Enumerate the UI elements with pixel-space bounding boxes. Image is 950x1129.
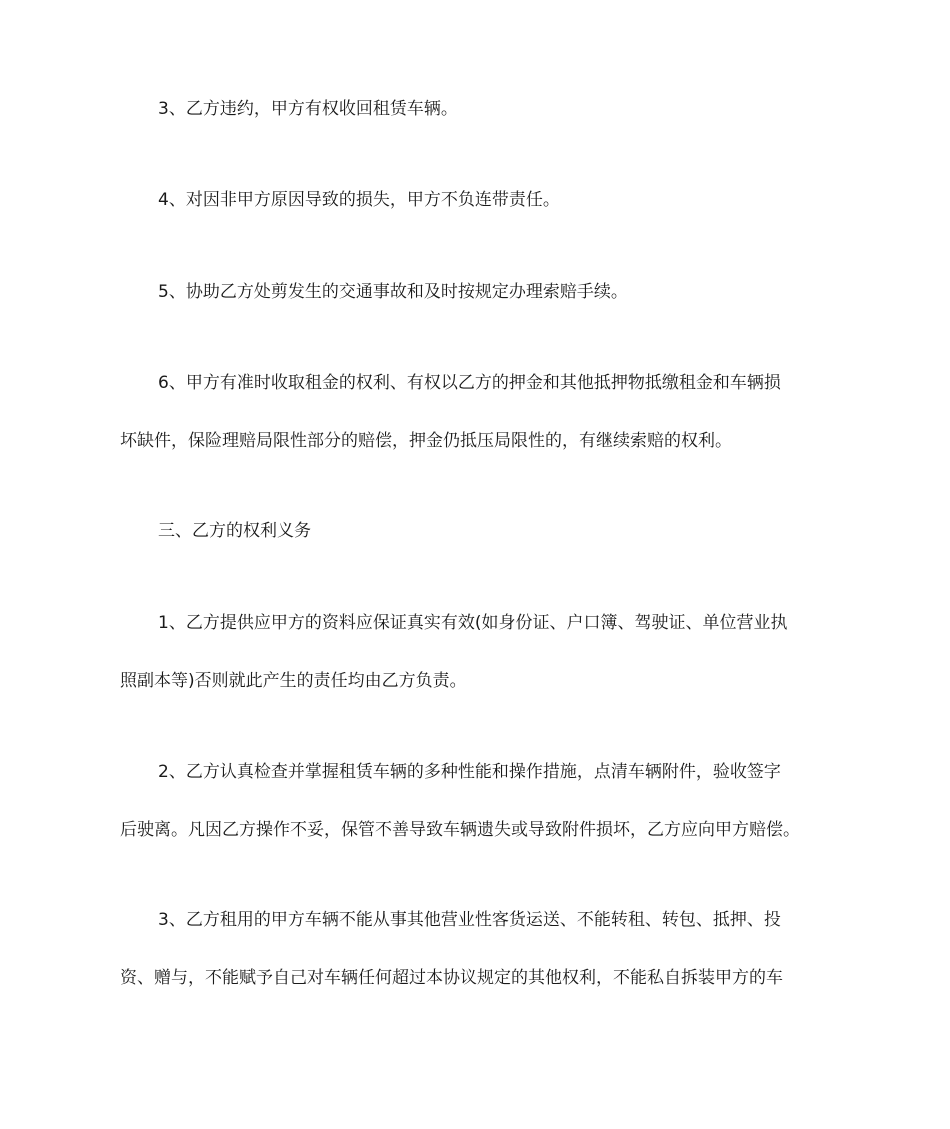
party-b-clause-1-line-1: 1、乙方提供应甲方的资料应保证真实有效(如身份证、户口簿、驾驶证、单位营业执 [158,613,788,633]
party-b-clause-2-line-1: 2、乙方认真检查并掌握租赁车辆的多种性能和操作措施，点清车辆附件，验收签字 [158,762,781,782]
party-b-clause-1-line-2: 照副本等)否则就此产生的责任均由乙方负责。 [120,671,467,691]
clause-4-liability: 4、对因非甲方原因导致的损失，甲方不负连带责任。 [158,190,560,210]
clause-6-line-2: 坏缺件，保险理赔局限性部分的赔偿，押金仍抵压局限性的，有继续索赔的权利。 [120,431,732,451]
party-b-clause-2-line-2: 后驶离。凡因乙方操作不妥，保管不善导致车辆遗失或导致附件损坏，乙方应向甲方赔偿。 [120,820,800,840]
clause-5-accident-claims: 5、协助乙方处剪发生的交通事故和及时按规定办理索赔手续。 [158,282,628,302]
party-b-clause-3-line-2: 资、赠与，不能赋予自己对车辆任何超过本协议规定的其他权利，不能私自拆装甲方的车 [120,968,783,988]
clause-3-violation: 3、乙方违约，甲方有权收回租赁车辆。 [158,99,458,119]
section-heading-party-b-rights: 三、乙方的权利义务 [158,521,311,541]
clause-6-line-1: 6、甲方有准时收取租金的权利、有权以乙方的押金和其他抵押物抵缴租金和车辆损 [158,373,781,393]
party-b-clause-3-line-1: 3、乙方租用的甲方车辆不能从事其他营业性客货运送、不能转租、转包、抵押、投 [158,910,781,930]
